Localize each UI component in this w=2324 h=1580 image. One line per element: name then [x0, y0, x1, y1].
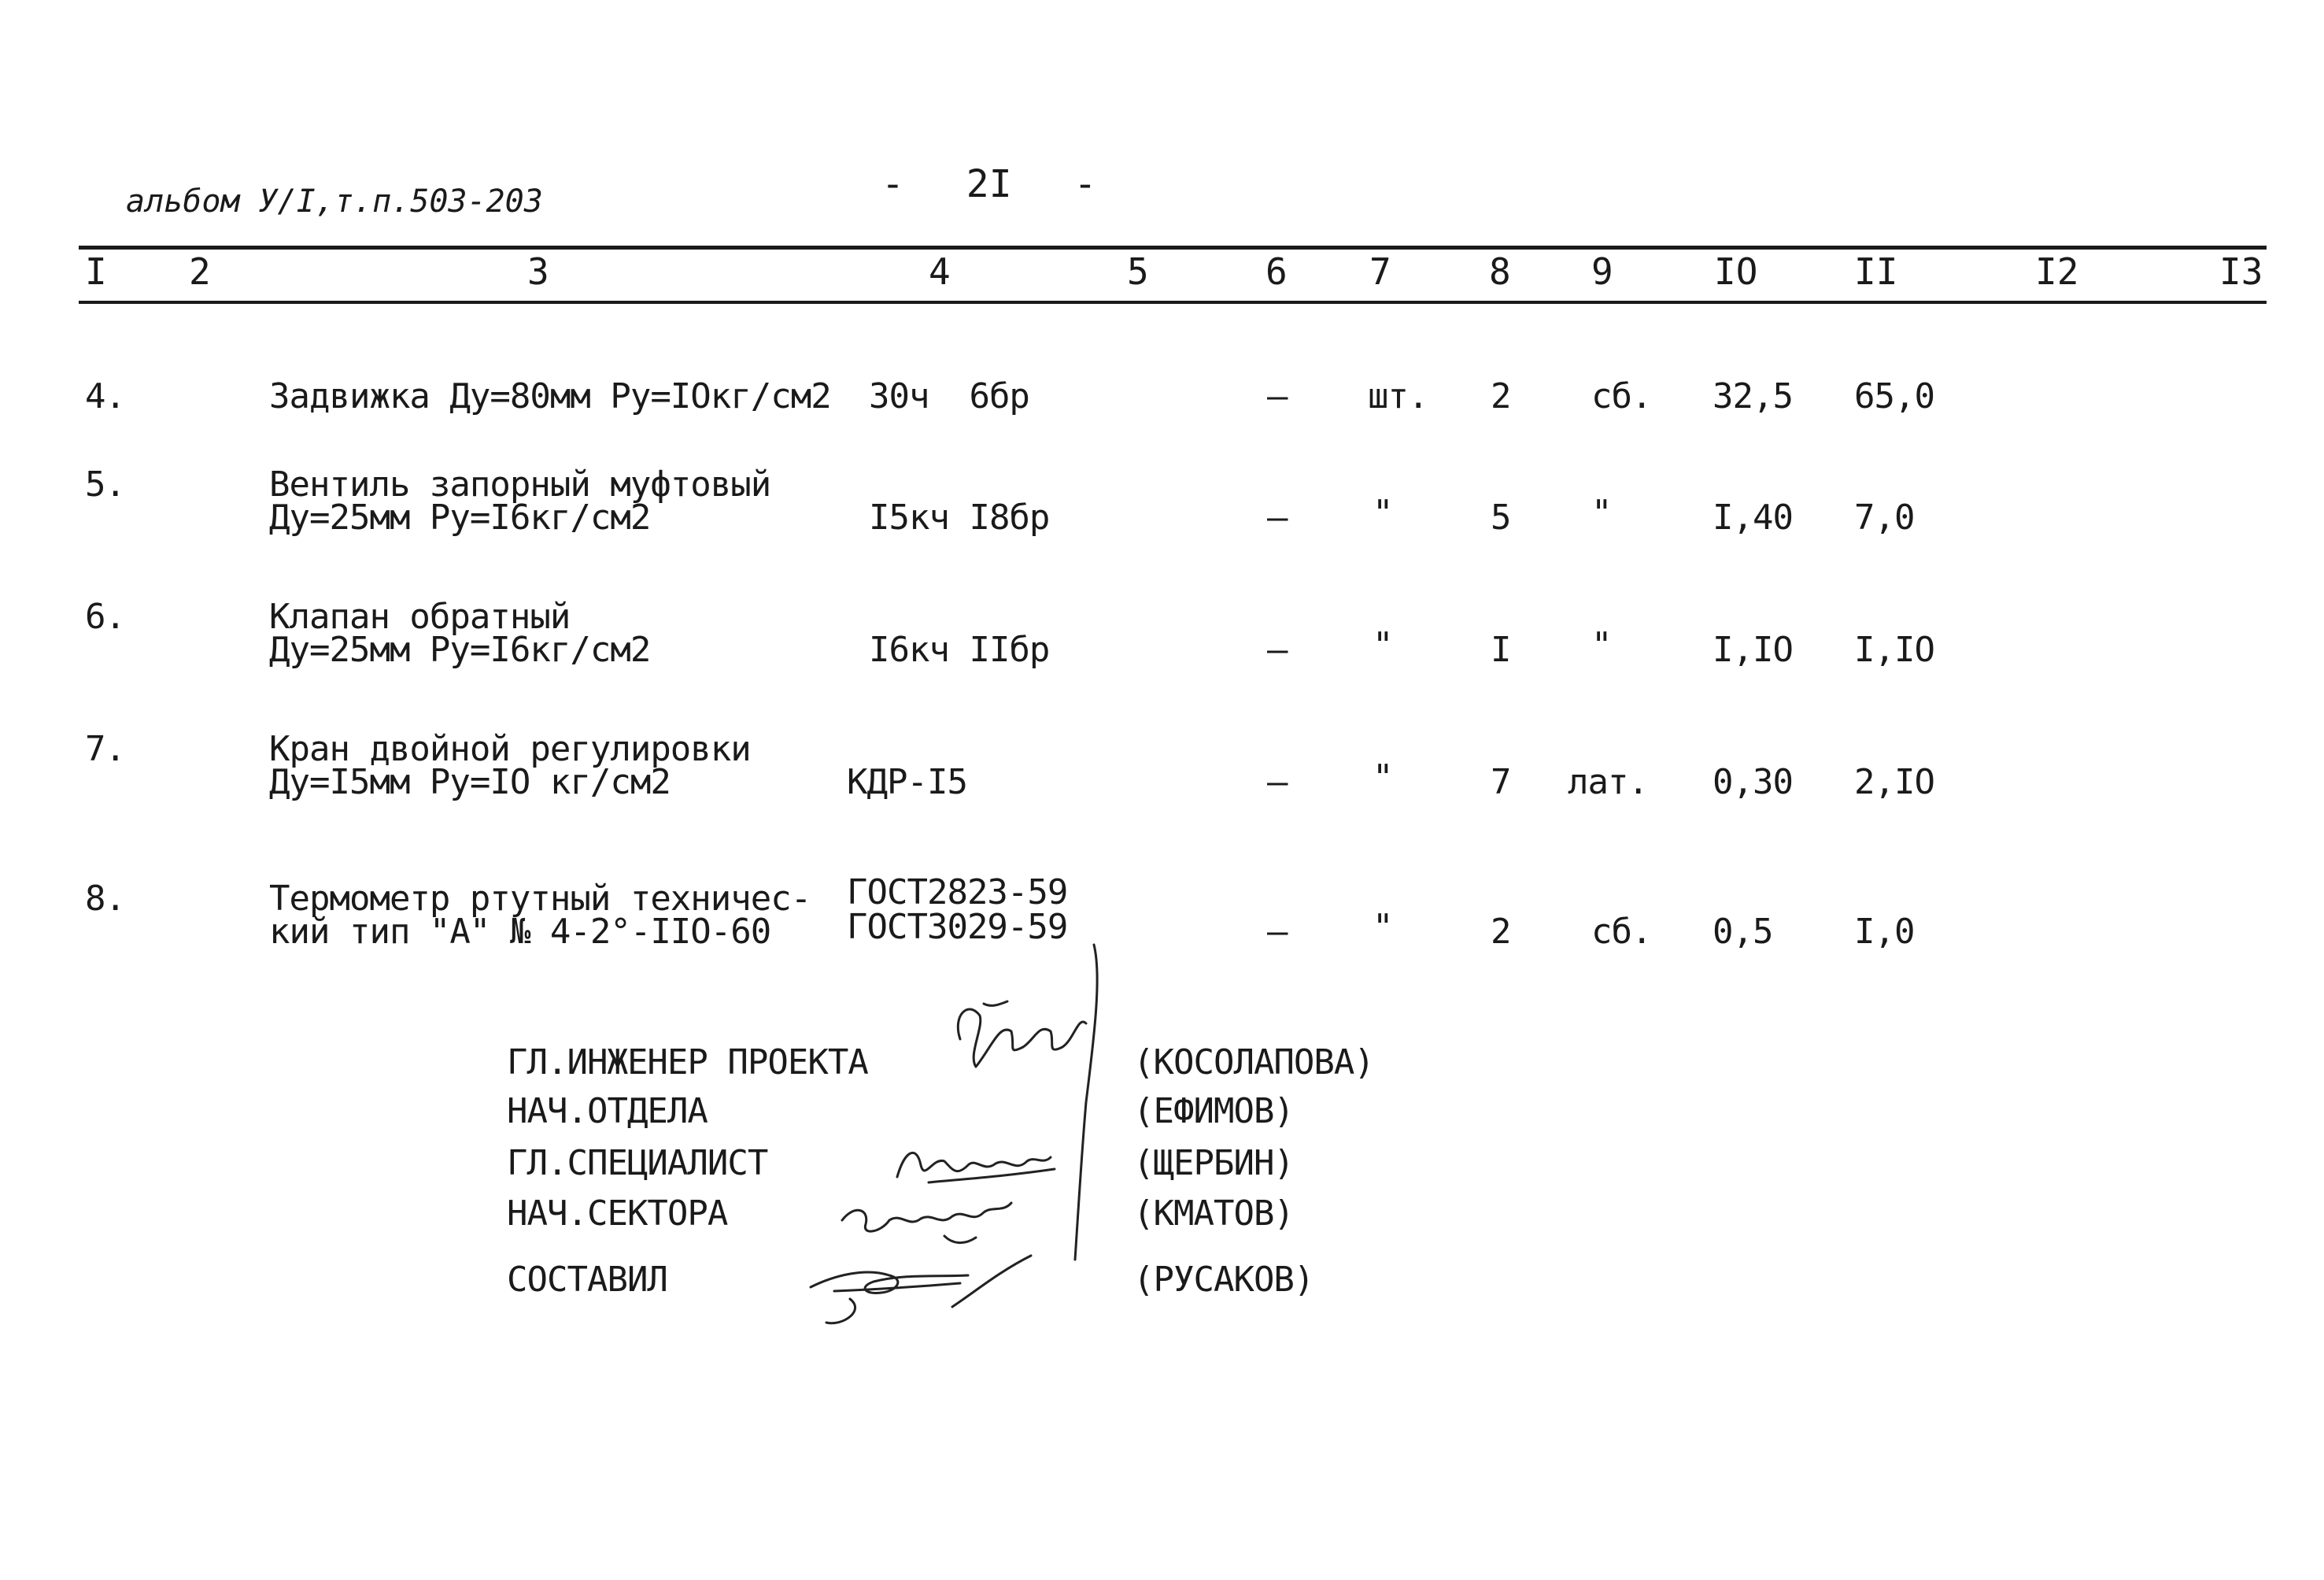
item-name-line: Клапан обратный	[269, 597, 571, 637]
item-code: I6кч IIбр	[869, 630, 1050, 670]
item-code: 30ч 6бр	[869, 376, 1029, 416]
column-header-13: I3	[2219, 250, 2263, 293]
item-name-line: Ду=I5мм Ру=IО кг/см2	[269, 762, 671, 802]
item-col10: 0,5	[1713, 912, 1773, 952]
item-name-line: Задвижка Ду=80мм Ру=IОкг/см2	[269, 376, 831, 416]
item-unit: шт.	[1368, 376, 1428, 416]
header-bottom-rule	[79, 301, 2267, 304]
signature-compiler	[803, 1244, 1055, 1330]
item-quantity: 2	[1491, 912, 1511, 952]
signatory-title: ГЛ.ИНЖЕНЕР ПРОЕКТА	[507, 1042, 868, 1082]
item-unit: "	[1373, 625, 1393, 665]
column-header-7: 7	[1369, 250, 1391, 293]
item-col10: 32,5	[1713, 376, 1793, 416]
item-col6: –	[1267, 762, 1288, 802]
column-header-5: 5	[1127, 250, 1149, 293]
signatory-name: (КОСОЛАПОВА)	[1133, 1042, 1374, 1082]
item-col6: –	[1267, 630, 1288, 670]
signature-chief-specialist	[881, 1134, 1086, 1197]
signatory-title: СОСТАВИЛ	[507, 1260, 667, 1300]
column-header-8: 8	[1489, 250, 1511, 293]
signatory-title: НАЧ.СЕКТОРА	[507, 1193, 728, 1234]
signatory-name: (ЩЕРБИН)	[1133, 1143, 1294, 1183]
signatory-name: (КМАТОВ)	[1133, 1193, 1294, 1234]
column-header-1: I	[85, 250, 107, 293]
item-col11: I,0	[1854, 912, 1915, 952]
signatory-title: ГЛ.СПЕЦИАЛИСТ	[507, 1143, 768, 1183]
item-col10: 0,30	[1713, 762, 1793, 802]
item-code: I5кч I8бр	[869, 498, 1050, 538]
column-header-12: I2	[2035, 250, 2079, 293]
signature-section-head	[834, 1189, 1023, 1252]
page-number: - 2I -	[881, 162, 1097, 206]
item-name-line: кий тип "А" № 4-2°-IIO-60	[269, 912, 771, 952]
item-name-line: Ду=25мм Ру=I6кг/см2	[269, 630, 651, 670]
signatory-name: (РУСАКОВ)	[1133, 1260, 1314, 1300]
item-code: КДР-I5	[847, 762, 967, 802]
column-header-10: IO	[1714, 250, 1758, 293]
item-col9: сб.	[1591, 376, 1652, 416]
signatory-name: (ЕФИМОВ)	[1133, 1091, 1294, 1131]
item-name-line: Термометр ртутный техничес-	[269, 879, 811, 919]
item-col9: "	[1591, 493, 1612, 533]
item-col6: –	[1267, 376, 1288, 416]
item-name-line: Ду=25мм Ру=I6кг/см2	[269, 498, 651, 538]
row-number: 7.	[85, 729, 125, 769]
item-code: ГОСТ2823-59	[847, 872, 1068, 912]
item-quantity: 7	[1491, 762, 1511, 802]
item-col9: лат.	[1568, 762, 1648, 802]
item-col11: 2,IO	[1854, 762, 1934, 802]
item-col11: I,IO	[1854, 630, 1934, 670]
item-unit: "	[1373, 907, 1393, 947]
item-name-line: Вентиль запорный муфтовый	[269, 464, 771, 505]
row-number: 6.	[85, 597, 125, 637]
column-header-6: 6	[1265, 250, 1288, 293]
item-col6: –	[1267, 912, 1288, 952]
item-col9: сб.	[1591, 912, 1652, 952]
column-header-11: II	[1854, 250, 1898, 293]
item-name-line: Кран двойной регулировки	[269, 729, 751, 769]
signatory-title: НАЧ.ОТДЕЛА	[507, 1091, 708, 1131]
item-quantity: I	[1491, 630, 1511, 670]
row-number: 4.	[85, 376, 125, 416]
item-col10: I,40	[1713, 498, 1793, 538]
item-quantity: 2	[1491, 376, 1511, 416]
header-top-rule	[79, 246, 2267, 250]
item-unit: "	[1373, 493, 1393, 533]
item-col11: 7,0	[1854, 498, 1915, 538]
row-number: 8.	[85, 879, 125, 919]
item-col9: "	[1591, 625, 1612, 665]
column-header-9: 9	[1591, 250, 1613, 293]
column-header-4: 4	[929, 250, 951, 293]
item-quantity: 5	[1491, 498, 1511, 538]
item-col11: 65,0	[1854, 376, 1934, 416]
album-reference: альбом У/I,т.п.503-203	[126, 183, 543, 220]
item-code: ГОСТ3029-59	[847, 907, 1068, 947]
row-number: 5.	[85, 464, 125, 505]
column-header-3: 3	[527, 250, 549, 293]
column-header-2: 2	[189, 250, 211, 293]
item-col10: I,IO	[1713, 630, 1793, 670]
item-unit: "	[1373, 757, 1393, 797]
item-col6: –	[1267, 498, 1288, 538]
